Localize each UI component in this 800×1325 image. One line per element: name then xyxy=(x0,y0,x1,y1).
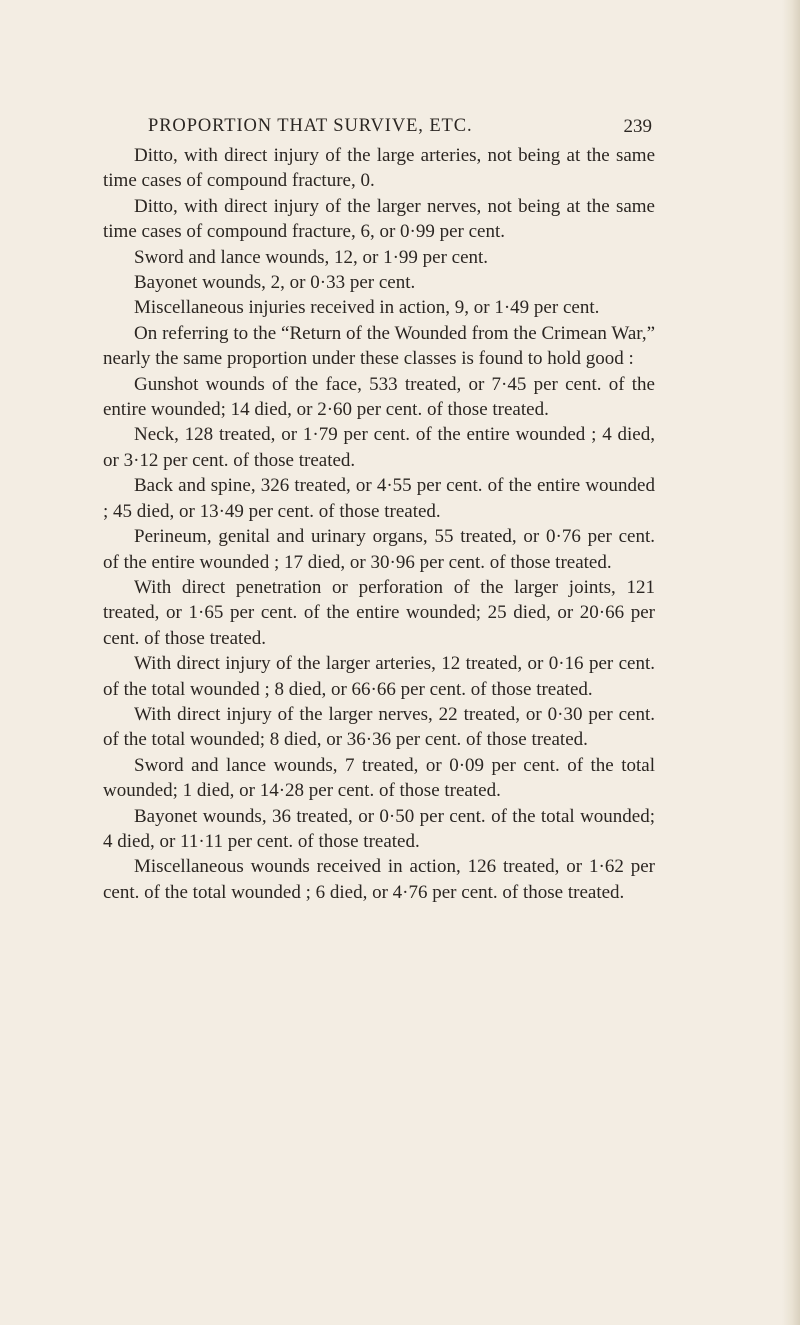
paragraph-arteries: With direct injury of the larger arteries, 12 treated, or 0·16 per cent. of the total wounded ; 8 died, or 66·66 per cent. of those treated. xyxy=(103,653,655,700)
paragraph-sword-lance: Sword and lance wounds, 12, or 1·99 per cent. xyxy=(134,246,489,268)
paragraph-bayonet-crimea: Bayonet wounds, 36 treated, or 0·50 per cent. of the total wounded; 4 died, or 11·11 per cent. of those treated. xyxy=(103,805,655,852)
paragraph-sword-lance-crimea: Sword and lance wounds, 7 treated, or 0·09 per cent. of the total wounded; 1 died, or 14·28 per cent. of those treated. xyxy=(103,754,655,802)
page-header xyxy=(148,116,652,146)
page-edge-shadow xyxy=(782,0,800,1325)
paragraph-bayonet: Bayonet wounds, 2, or 0·33 per cent. xyxy=(134,272,416,294)
paragraph-perineum: Perineum, genital and urinary organs, 55 treated, or 0·76 per cent. of the entire wounded ; 17 died, or 30·96 per cent. of those treated. xyxy=(103,526,655,573)
paragraph-back-spine: Back and spine, 326 treated, or 4·55 per cent. of the entire wounded ; 45 died, or 13·49 per cent. of those treated. xyxy=(103,475,655,522)
paragraph-miscellaneous: Miscellaneous injuries received in action, 9, or 1·49 per cent. xyxy=(134,297,600,319)
paragraph-face: Gunshot wounds of the face, 533 treated, or 7·45 per cent. of the entire wounded; 14 died, or 2·60 per cent. of those treated. xyxy=(103,373,655,421)
paragraph-ditto-nerves: Ditto, with direct injury of the larger nerves, not being at the same time cases of compound fracture, 6, or 0·99 per cent. xyxy=(103,195,655,243)
paragraph-ditto-arteries: Ditto, with direct injury of the large arteries, not being at the same time cases of compound fracture, 0. xyxy=(103,145,655,192)
paragraph-miscellaneous-crimea: Miscellaneous wounds received in action, 126 treated, or 1·62 per cent. of the total wounded ; 6 died, or 4·76 per cent. of those treated. xyxy=(103,856,655,903)
body-text xyxy=(103,143,655,905)
paragraph-joints: With direct penetration or perforation of the larger joints, 121 treated, or 1·65 per cent. of the entire wounded; 25 died, or 20·66 per cent. of those treated. xyxy=(103,576,655,649)
paragraph-nerves: With direct injury of the larger nerves, 22 treated, or 0·30 per cent. of the total wounded; 8 died, or 36·36 per cent. of those treated. xyxy=(103,703,655,751)
running-title: PROPORTION THAT SURVIVE, ETC. xyxy=(148,116,473,136)
paragraph-neck: Neck, 128 treated, or 1·79 per cent. of the entire wounded ; 4 died, or 3·12 per cent. of those treated. xyxy=(103,424,655,471)
page-number: 239 xyxy=(623,116,652,137)
paragraph-crimean-return: On referring to the “Return of the Wounded from the Crimean War,” nearly the same proportion under these classes is found to hold good : xyxy=(103,322,655,370)
